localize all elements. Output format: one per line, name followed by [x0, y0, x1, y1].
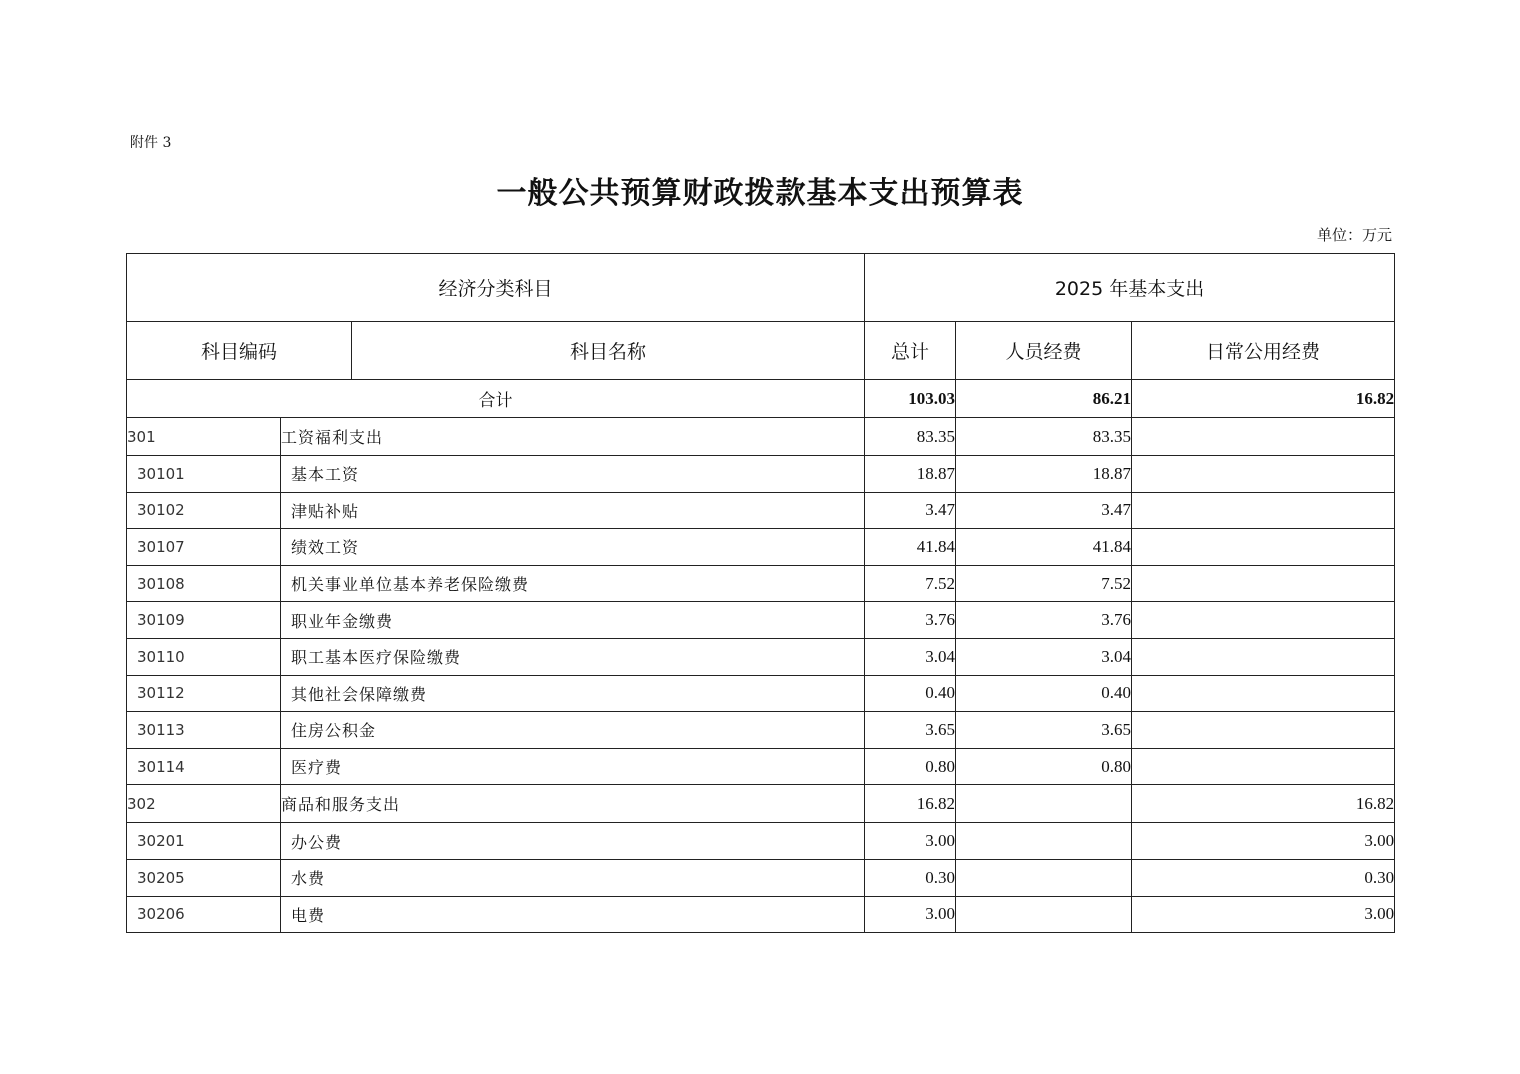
- row-personnel: 83.35: [956, 418, 1132, 456]
- row-personnel: [956, 785, 1132, 823]
- table-row: [127, 602, 1395, 639]
- row-personnel: [956, 896, 1132, 933]
- subject-code: 30112: [127, 675, 281, 712]
- subject-name: 工资福利支出: [281, 418, 865, 456]
- row-personnel: 18.87: [956, 456, 1132, 493]
- subject-name: 绩效工资: [281, 529, 865, 566]
- table-row: [127, 492, 1395, 529]
- subject-name: 住房公积金: [281, 712, 865, 749]
- header-personnel-cost: 人员经费: [956, 322, 1132, 380]
- header-total: 总计: [865, 322, 956, 380]
- subject-code: 30205: [127, 859, 281, 896]
- row-total: 16.82: [865, 785, 956, 823]
- total-public: 16.82: [1132, 380, 1395, 418]
- row-total: 3.00: [865, 823, 956, 860]
- row-total: 0.40: [865, 675, 956, 712]
- subject-name: 基本工资: [281, 456, 865, 493]
- row-personnel: 3.47: [956, 492, 1132, 529]
- row-personnel: [956, 823, 1132, 860]
- table-row: [127, 675, 1395, 712]
- row-public: [1132, 602, 1395, 639]
- row-personnel: 41.84: [956, 529, 1132, 566]
- table-row: [127, 748, 1395, 785]
- table-row: [127, 896, 1395, 933]
- row-total: 3.47: [865, 492, 956, 529]
- header-subject-name: 科目名称: [352, 322, 865, 380]
- row-public: [1132, 456, 1395, 493]
- header-public-cost: 日常公用经费: [1132, 322, 1395, 380]
- page-title: 一般公共预算财政拨款基本支出预算表: [496, 176, 1024, 211]
- subject-code: 301: [127, 418, 281, 456]
- row-total: 41.84: [865, 529, 956, 566]
- subject-code: 30107: [127, 529, 281, 566]
- subject-name: 其他社会保障缴费: [281, 675, 865, 712]
- subject-name: 办公费: [281, 823, 865, 860]
- table-row: [127, 529, 1395, 566]
- subject-name: 电费: [281, 896, 865, 933]
- row-public: 0.30: [1132, 859, 1395, 896]
- row-personnel: 0.40: [956, 675, 1132, 712]
- row-personnel: 0.80: [956, 748, 1132, 785]
- row-total: 0.30: [865, 859, 956, 896]
- subject-name: 机关事业单位基本养老保险缴费: [281, 565, 865, 602]
- table-row: [127, 418, 1395, 456]
- row-total: 7.52: [865, 565, 956, 602]
- row-personnel: 3.76: [956, 602, 1132, 639]
- row-total: 3.65: [865, 712, 956, 749]
- subject-code: 30201: [127, 823, 281, 860]
- subject-name: 职工基本医疗保险缴费: [281, 638, 865, 675]
- row-public: 3.00: [1132, 896, 1395, 933]
- subject-name: 职业年金缴费: [281, 602, 865, 639]
- row-public: 16.82: [1132, 785, 1395, 823]
- row-public: [1132, 418, 1395, 456]
- row-total: 3.00: [865, 896, 956, 933]
- total-row: [127, 380, 1395, 418]
- table-row: [127, 859, 1395, 896]
- subject-code: 30110: [127, 638, 281, 675]
- unit-label: 单位：万元: [1316, 226, 1392, 244]
- row-total: 18.87: [865, 456, 956, 493]
- subject-name: 商品和服务支出: [281, 785, 865, 823]
- total-sum: 103.03: [865, 380, 956, 418]
- row-public: [1132, 492, 1395, 529]
- row-personnel: 7.52: [956, 565, 1132, 602]
- table-column-header-row: [127, 322, 1395, 380]
- row-personnel: [956, 859, 1132, 896]
- table-row: [127, 712, 1395, 749]
- table-row: [127, 565, 1395, 602]
- budget-table: [126, 253, 1395, 933]
- subject-code: 30114: [127, 748, 281, 785]
- subject-name: 医疗费: [281, 748, 865, 785]
- table-group-header-row: [127, 254, 1395, 322]
- total-label: 合计: [127, 380, 865, 418]
- row-total: 3.04: [865, 638, 956, 675]
- subject-name: 津贴补贴: [281, 492, 865, 529]
- subject-code: 30102: [127, 492, 281, 529]
- table-row: [127, 785, 1395, 823]
- row-total: 3.76: [865, 602, 956, 639]
- subject-code: 30109: [127, 602, 281, 639]
- row-public: 3.00: [1132, 823, 1395, 860]
- table-row: [127, 638, 1395, 675]
- subject-name: 水费: [281, 859, 865, 896]
- row-public: [1132, 638, 1395, 675]
- subject-code: 30101: [127, 456, 281, 493]
- table-row: [127, 456, 1395, 493]
- row-public: [1132, 712, 1395, 749]
- row-total: 0.80: [865, 748, 956, 785]
- total-personnel: 86.21: [956, 380, 1132, 418]
- row-personnel: 3.04: [956, 638, 1132, 675]
- header-economic-category: 经济分类科目: [127, 254, 865, 322]
- row-public: [1132, 529, 1395, 566]
- table-row: [127, 823, 1395, 860]
- row-public: [1132, 565, 1395, 602]
- subject-code: 302: [127, 785, 281, 823]
- row-personnel: 3.65: [956, 712, 1132, 749]
- subject-code: 30113: [127, 712, 281, 749]
- row-public: [1132, 675, 1395, 712]
- subject-code: 30206: [127, 896, 281, 933]
- header-basic-expenditure: 2025 年基本支出: [865, 254, 1395, 322]
- row-public: [1132, 748, 1395, 785]
- header-subject-code: 科目编码: [127, 322, 352, 380]
- row-total: 83.35: [865, 418, 956, 456]
- attachment-label: 附件 3: [130, 135, 172, 151]
- subject-code: 30108: [127, 565, 281, 602]
